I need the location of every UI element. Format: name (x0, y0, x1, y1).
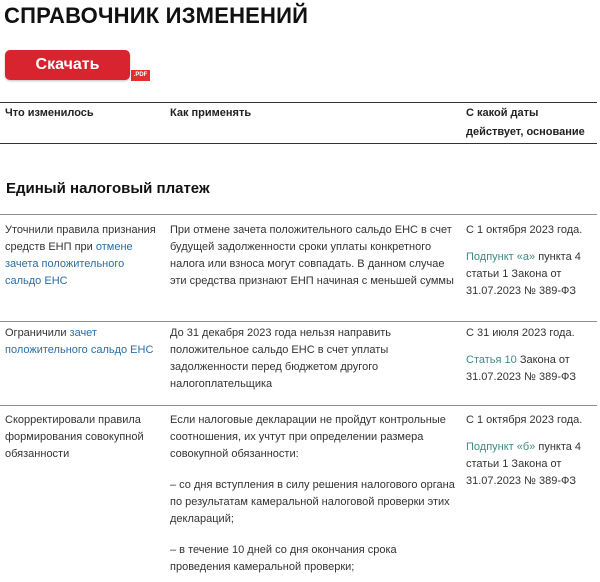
row-1-basis-text: пункта 4 статьи 1 Закона от 31.07.2023 № 389-ФЗ (466, 251, 581, 297)
row-2-date: С 31 июля 2023 года. (466, 327, 575, 339)
row-3-how-item-2: – в течение 10 дней со дня окончания срока проведения камеральной проверки; (170, 544, 397, 573)
row-1-what-text: Уточнили правила признания средств ЕНП при (5, 224, 156, 253)
table-row-2-what (5, 325, 163, 359)
section-rule (0, 214, 597, 215)
row-2-basis-text: Закона от 31.07.2023 № 389-ФЗ (466, 354, 576, 383)
table-row-1-what (5, 222, 163, 290)
row-3-basis-text: пункта 4 статьи 1 Закона от 31.07.2023 № 389-ФЗ (466, 441, 582, 487)
row-1-rule (0, 321, 597, 322)
row-3-date: С 1 октября 2023 года. (466, 414, 583, 426)
header-what: Что изменилось (5, 107, 94, 119)
row-2-rule (0, 405, 597, 406)
table-row-3-how (170, 412, 460, 576)
row-1-date: С 1 октября 2023 года. (466, 224, 583, 236)
row-3-how-item-1: – со дня вступления в силу решения налогового органа по результатам камеральной налоговой проверки этих деклараций; (170, 479, 455, 525)
table-top-rule (0, 102, 597, 103)
header-from-line2: действует, основание (466, 126, 585, 138)
table-row-3-from (466, 412, 596, 490)
row-1-basis (466, 249, 596, 300)
row-1-basis-link[interactable]: Подпункт «а» (466, 251, 536, 263)
row-2-basis (466, 352, 596, 386)
table-row-1-from (466, 222, 596, 300)
header-bottom-rule (0, 143, 597, 144)
row-3-basis-link[interactable]: Подпункт «б» (466, 441, 536, 453)
row-3-basis (466, 439, 596, 490)
header-from-line1: С какой даты (466, 107, 539, 119)
download-button[interactable]: Скачать (5, 50, 130, 80)
table-row-1-how: При отмене зачета положительного сальдо ЕНС в счет будущей задолженности сроки уплаты конкретного налога или взноса могут совпадать. В данном случае эти средства признают ЕНП начиная с меньшей суммы (170, 224, 454, 287)
table-row-3-what (5, 412, 163, 463)
row-2-what-link[interactable]: зачет положительного сальдо ЕНС (5, 327, 154, 356)
row-3-what-text: Скорректировали правила формирования совокупной обязанности (5, 414, 144, 460)
pdf-icon: .PDF (131, 70, 150, 81)
row-2-what-text: Ограничили (5, 327, 67, 339)
row-2-basis-link[interactable]: Статья 10 (466, 354, 517, 366)
row-1-what-link[interactable]: отмене зачета положительного сальдо ЕНС (5, 241, 133, 287)
table-row-2-how: До 31 декабря 2023 года нельзя направить положительное сальдо ЕНС в счет уплаты задолженности перед бюджетом другого налогоплательщика (170, 327, 391, 390)
section-title: Единый налоговый платеж (6, 180, 210, 197)
header-from (466, 104, 585, 142)
table-row-2-from (466, 325, 596, 386)
row-3-how-intro: Если налоговые декларации не пройдут контрольные соотношения, их учтут при определении размера совокупной обязанности: (170, 414, 446, 460)
header-how: Как применять (170, 107, 252, 119)
page-title: СПРАВОЧНИК ИЗМЕНЕНИЙ (4, 3, 309, 28)
